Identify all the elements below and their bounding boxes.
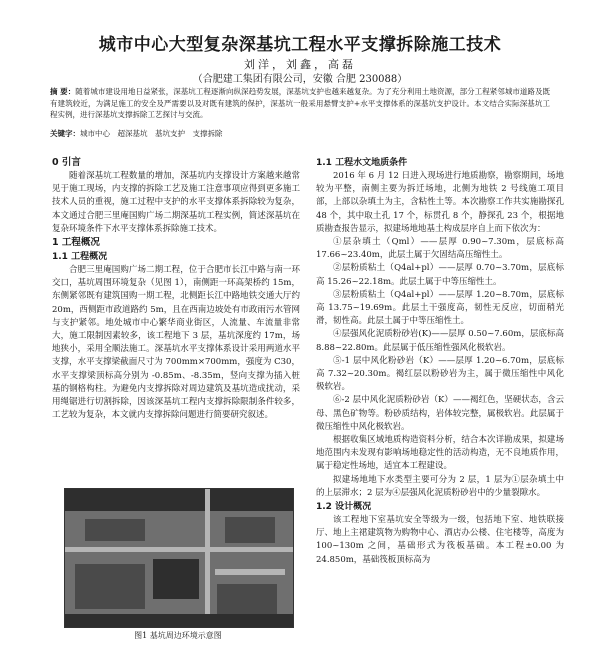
paper-affiliation: （合肥建工集团有限公司，安徽 合肥 230088） <box>192 74 408 85</box>
subsection-heading-design: 1.2 设计概况 <box>316 502 372 513</box>
geology-paragraph: 2016 年 6 月 12 日进入现场进行地质勘察，勘察期间，场地较为平整，南侧主要为拆迁场地，北侧为地铁 2 号线施工项目部，上部以杂填土为主，含粘性土等。本次勘察工作共实施勘探孔 48 个，其中取土孔 17 个，标贯孔 8 个，静探孔 23 个，根据地质勘查报告显示，拟建场地地基土构成层序自上而下依次为： <box>316 171 564 234</box>
abstract <box>50 86 550 121</box>
right-column <box>316 156 564 567</box>
figure-caption: 图1 基坑周边环境示意图 <box>134 631 222 640</box>
groundwater-paragraph: 拟建场地地下水类型主要可分为 2 层，1 层为①层杂填土中的上层滞水；2 层为④层强风化泥质粉砂岩中的少量裂隙水。 <box>316 474 564 498</box>
soil-layer-1: ①层杂填土（Qml）——层厚 0.90~7.30m，层底标高 17.66~23.40m，此层土属于欠固结高压缩性土。 <box>316 237 564 261</box>
paper-authors: 刘洋，刘鑫，高磊 <box>244 58 356 71</box>
section-heading-intro: 0 引言 <box>52 157 81 168</box>
keywords-label: 关键字： <box>50 129 80 138</box>
soil-layer-4: ④层强风化泥质粉砂岩(K)——层厚 0.50~7.60m，层底标高 8.88~22.80m。此层属于低压缩性强风化极软岩。 <box>316 329 564 353</box>
soil-layer-3: ③层粉质粘土（Q4al+pl）——层厚 1.20~8.70m，层底标高 13.75~19.69m。此层土干强度高，韧性无反应，切面稍光滑，韧性高。此层土属于中等压缩性土。 <box>316 289 564 327</box>
abstract-text: 随着城市建设用地日益紧张，深基坑工程逐渐向纵深趋势发展，深基坑支护也越来越复杂。为了充分利用土地资源，部分工程紧邻城市道路及既有建筑较近，为满足施工的安全及严需要以及对既有建筑的保护，深基坑一般采用悬臂支护+水平支撑体系的深基坑支护设计。本文结合实际深基坑工程实例，进行深基坑支撑拆除工艺探讨与交流。 <box>50 87 550 119</box>
design-paragraph: 该工程地下室基坑安全等级为一级，包括地下室、地铁联接厅、地上主裙建筑物为购物中心、酒店办公楼、住宅楼等，高度为 100~130m 之间，基础形式为筏板基础。本工程±0.00 为 24.850m，基础筏板顶标高为 <box>316 515 564 565</box>
soil-layer-2: ②层粉质粘土（Q4al+pl）——层厚 0.70~3.70m，层底标高 15.26~22.18m。此层土属于中等压缩性土。 <box>316 263 564 287</box>
abstract-label: 摘 要： <box>50 87 76 96</box>
subsection-heading-overview: 1.1 工程概况 <box>52 252 108 263</box>
keywords-text: 城市中心 超深基坑 基坑支护 支撑拆除 <box>80 129 223 138</box>
overview-paragraph: 合肥三里庵国购广场二期工程，位于合肥市长江中路与南一环交口，基坑周围环境复杂（见图 1），南侧距一环高架桥约 15m，东侧紧邻既有建筑国购一期工程，北侧距长江中路地铁交通大厅约 20m，西侧距市政道路约 5m，且在西南边坡处有市政雨污水管网与支护紧邻。地处城市中心繁华商业街区，人流量、车流量非常大，施工限制因素较多，该工程地下 3 层，基坑深度约 17m，场地狭小，采用全顺法施工。深基坑水平支撑体系设计采用两道水平支撑，水平支撑梁截面尺寸为 700mm×700mm，强度为 C30，水平支撑梁顶标高分别为 -0.85m、-8.35m，竖向支撑为插入桩基的钢格构柱。为避免内支撑拆除对周边建筑及基坑造成扰动，采用绳锯进行切割拆除，因该深基坑工程内支撑拆除限制条件较多，工艺较为复杂，本文就内支撑拆除问题进行简要研究叙述。 <box>52 265 300 421</box>
site-aerial-photo <box>64 488 294 628</box>
intro-paragraph: 随着深基坑工程数量的增加，深基坑内支撑设计方案越来越常见于施工现场，内支撑的拆除工艺及施工注意事项应得到更多施工技术人员的重视，施工过程中支护的水平支撑体系拆除较为复杂，本文通过合肥三里庵国购广场二期深基坑工程实例，简述深基坑在复杂环境条件下水平支撑体系拆除施工技术。 <box>52 171 300 234</box>
section-heading-overview: 1 工程概况 <box>52 237 100 249</box>
paper-title: 城市中心大型复杂深基坑工程水平支撑拆除施工技术 <box>98 35 502 55</box>
keywords <box>50 128 550 139</box>
soil-layer-6: ⑥-2 层中风化泥质粉砂岩（K）——褐红色，坚硬状态，含云母、黑色矿物等。粉砂质结构，岩体较完整，属极软岩。此层属于微压缩性中风化极软岩。 <box>316 395 564 432</box>
soil-layer-5: ⑤-1 层中风化粉砂岩（K）——层厚 1.20~6.70m，层底标高 7.32~20.30m。褐红层以粉砂岩为主，属于微压缩性中风化极软岩。 <box>316 355 564 393</box>
subsection-heading-geology: 1.1 工程水文地质条件 <box>316 158 408 168</box>
left-column <box>52 156 300 422</box>
stability-paragraph: 根据收集区域地质构造资料分析，结合本次详勘成果，拟建场地范围内未发现有影响场地稳定性的活动构造，无不良地质作用，属于稳定性场地，适宜本工程建设。 <box>316 435 564 472</box>
